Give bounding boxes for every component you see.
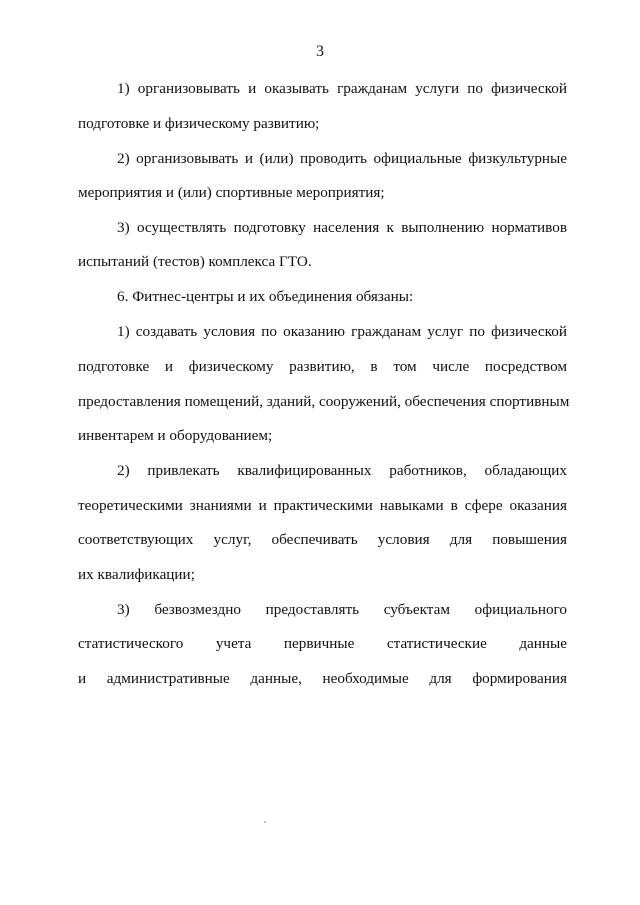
scan-speck: [264, 821, 266, 823]
text-line: предоставления помещений, зданий, сооружений, обеспечения спортивным: [78, 393, 570, 410]
text-line: 2) привлекать квалифицированных работников, обладающих: [117, 462, 567, 479]
text-line: теоретическими знаниями и практическими навыками в сфере оказания: [78, 497, 567, 514]
text-line: 2) организовывать и (или) проводить официальные физкультурные: [117, 150, 567, 167]
text-line: и административные данные, необходимые для формирования: [78, 670, 567, 687]
text-line: инвентарем и оборудованием;: [78, 427, 273, 444]
text-line: соответствующих услуг, обеспечивать условия для повышения: [78, 531, 567, 548]
text-line: 1) организовывать и оказывать гражданам услуги по физической: [117, 80, 567, 97]
text-line: их квалификации;: [78, 566, 195, 583]
text-line: 3) осуществлять подготовку населения к выполнению нормативов: [117, 219, 567, 236]
page-number: 3: [316, 43, 324, 60]
text-line: подготовке и физическому развитию;: [78, 115, 320, 132]
text-line: статистического учета первичные статистические данные: [78, 635, 567, 652]
section-heading: 6. Фитнес-центры и их объединения обязаны:: [117, 288, 414, 305]
text-line: 1) создавать условия по оказанию гражданам услуг по физической: [117, 323, 567, 340]
text-line: мероприятия и (или) спортивные мероприятия;: [78, 184, 385, 201]
text-line: испытаний (тестов) комплекса ГТО.: [78, 253, 312, 270]
text-line: подготовке и физическому развитию, в том числе посредством: [78, 358, 567, 375]
text-line: 3) безвозмездно предоставлять субъектам официального: [117, 601, 567, 618]
